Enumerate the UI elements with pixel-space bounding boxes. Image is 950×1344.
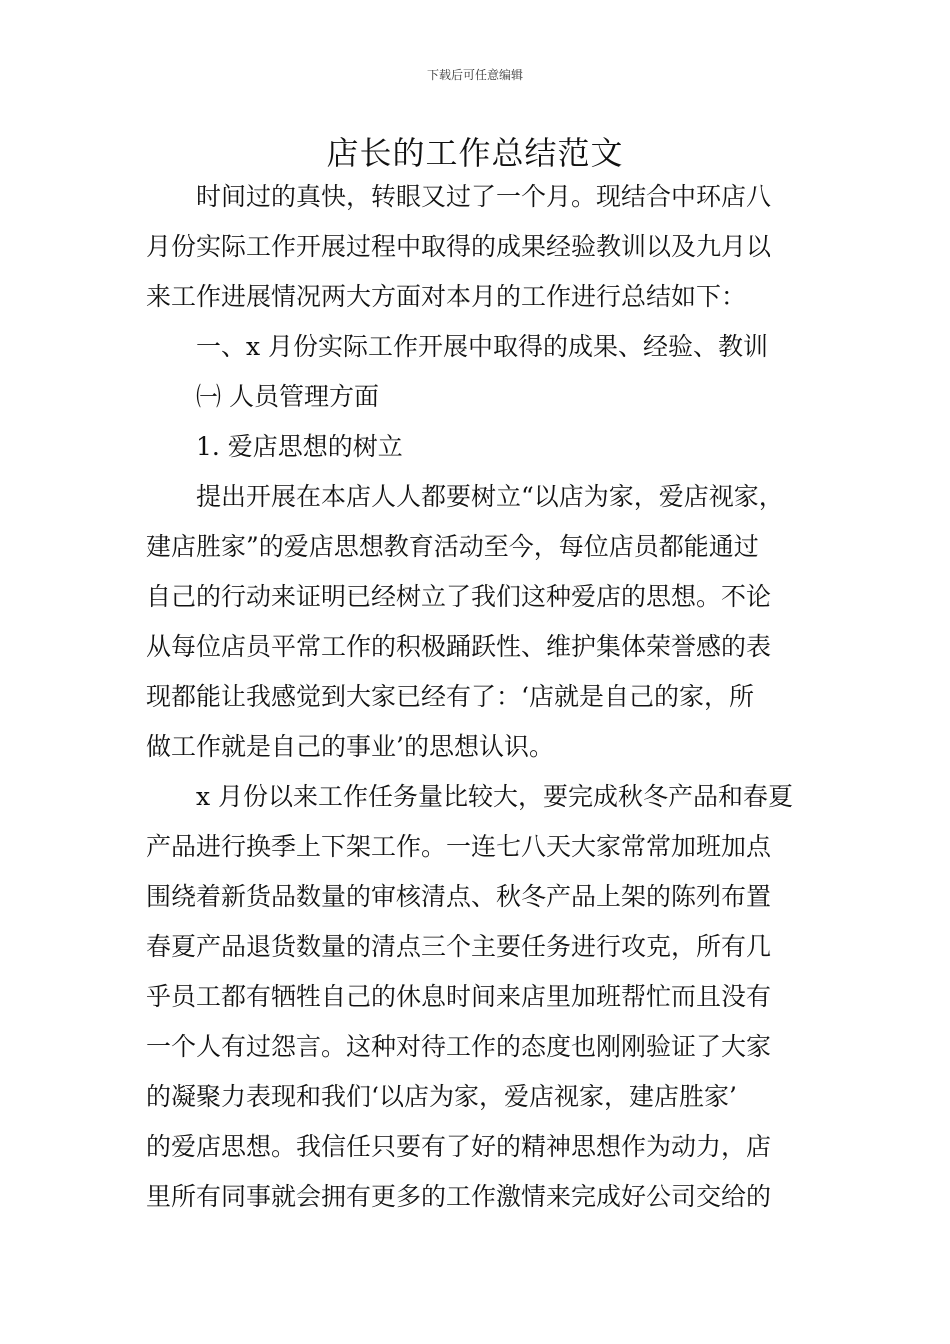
body-line: 建店胜家”的爱店思想教育活动至今，每位店员都能通过 bbox=[146, 532, 759, 561]
body-line: 自己的行动来证明已经树立了我们这种爱店的思想。不论 bbox=[146, 582, 772, 611]
body-line: 产品进行换季上下架工作。一连七八天大家常常加班加点 bbox=[146, 832, 772, 861]
body-line: 里所有同事就会拥有更多的工作激情来完成好公司交给的 bbox=[146, 1182, 772, 1211]
body-line: 一个人有过怨言。这种对待工作的态度也刚刚验证了大家 bbox=[146, 1032, 772, 1061]
body-line: 乎员工都有牺牲自己的休息时间来店里加班帮忙而且没有 bbox=[146, 982, 772, 1011]
body-line: 从每位店员平常工作的积极踊跃性、维护集体荣誉感的表 bbox=[146, 632, 772, 661]
body-line: 春夏产品退货数量的清点三个主要任务进行攻克，所有几 bbox=[146, 932, 772, 961]
subsection-heading: ㈠ 人员管理方面 bbox=[146, 382, 379, 411]
body-line: 的凝聚力表现和我们‘以店为家，爱店视家，建店胜家’ bbox=[146, 1082, 737, 1111]
body-line: x 月份以来工作任务量比较大，要完成秋冬产品和春夏 bbox=[146, 782, 794, 811]
body-line: 提出开展在本店人人都要树立“以店为家，爱店视家， bbox=[146, 482, 784, 511]
body-line: 时间过的真快，转眼又过了一个月。现结合中环店八 bbox=[146, 182, 772, 211]
header-note: 下载后可任意编辑 bbox=[426, 68, 523, 82]
body-line: 围绕着新货品数量的审核清点、秋冬产品上架的陈列布置 bbox=[146, 882, 772, 911]
body-line: 月份实际工作开展过程中取得的成果经验教训以及九月以 bbox=[146, 232, 772, 261]
body-line: 做工作就是自己的事业’的思想认识。 bbox=[146, 732, 554, 761]
section-heading: 一、x 月份实际工作开展中取得的成果、经验、教训 bbox=[146, 332, 769, 361]
document-title: 店长的工作总结范文 bbox=[326, 134, 624, 172]
body-line: 来工作进展情况两大方面对本月的工作进行总结如下： bbox=[146, 282, 747, 311]
body-line: 现都能让我感觉到大家已经有了：‘店就是自己的家，所 bbox=[146, 682, 754, 711]
item-heading: 1. 爱店思想的树立 bbox=[146, 432, 403, 461]
body-line: 的爱店思想。我信任只要有了好的精神思想作为动力，店 bbox=[146, 1132, 772, 1161]
